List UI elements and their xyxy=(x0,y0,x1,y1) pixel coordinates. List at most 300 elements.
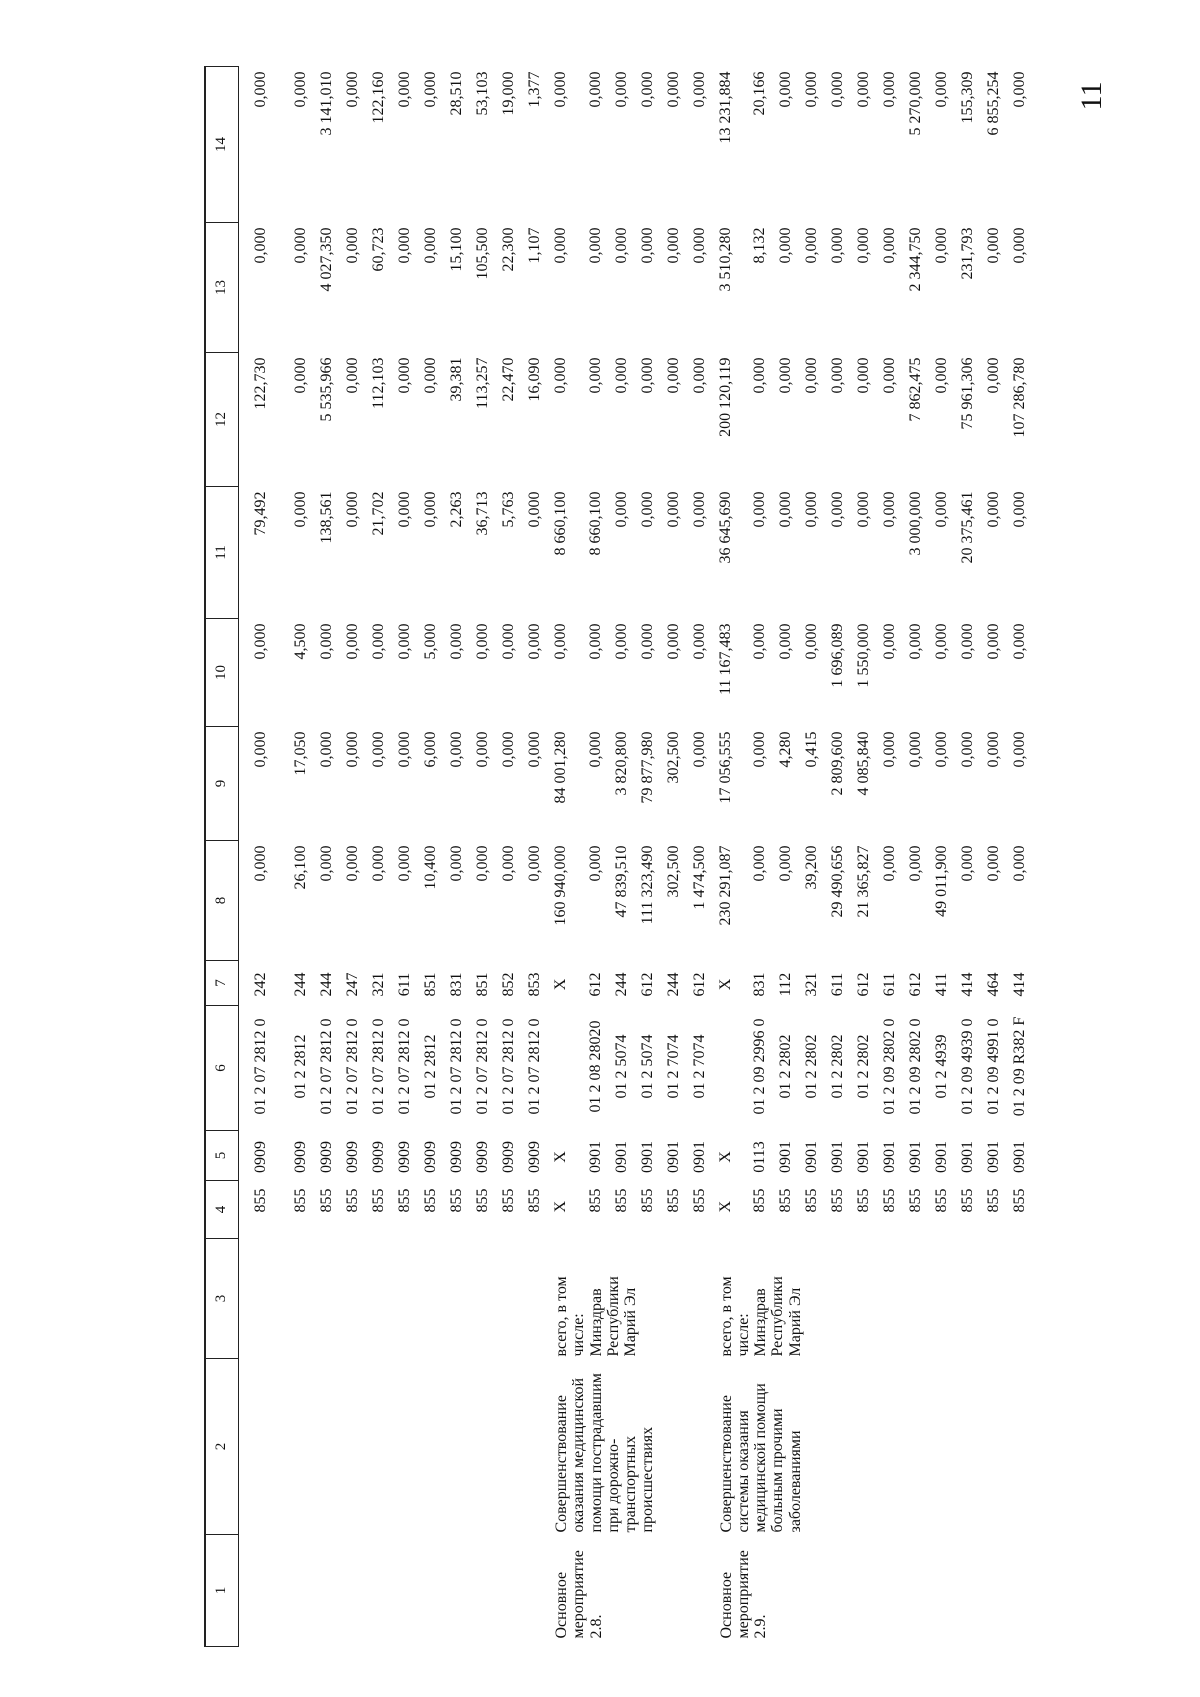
cell-col-10: 5,000 xyxy=(422,623,439,660)
cell-col-12: 0,000 xyxy=(751,357,769,394)
cell-col-10: 0,000 xyxy=(881,623,899,660)
cell-col-6: 01 2 7074 xyxy=(690,1034,708,1099)
cell-col-9: 0,000 xyxy=(526,731,543,768)
cell-col-5: 0901 xyxy=(586,1141,604,1173)
cell-col-6: 01 2 08 28020 xyxy=(586,1020,604,1113)
cell-col-5: 0901 xyxy=(803,1141,821,1173)
cell-col-14: 0,000 xyxy=(252,71,269,108)
cell-col-10: 0,000 xyxy=(252,623,269,660)
measure-title xyxy=(718,1535,1039,1647)
cell-col-9: 4,280 xyxy=(777,731,795,768)
cell-col-10: 0,000 xyxy=(344,623,361,660)
cell-col-9: 0,000 xyxy=(985,731,1003,768)
text-line: происшествиях xyxy=(639,1426,657,1533)
cell-col-9: 0,000 xyxy=(500,731,517,768)
cell-col-5: 0901 xyxy=(907,1141,925,1173)
cell-col-2 xyxy=(293,1359,319,1535)
cell-col-14: 0,000 xyxy=(690,71,708,108)
cell-col-11: 8 660,100 xyxy=(586,491,604,556)
cell-col-12: 0,000 xyxy=(690,357,708,394)
cell-col-8: 0,000 xyxy=(344,845,361,882)
cell-col-5: 0909 xyxy=(526,1141,543,1173)
table-row xyxy=(718,67,753,1647)
cell-col-7: 612 xyxy=(586,972,604,997)
cell-col-11: 20 375,461 xyxy=(959,491,977,564)
cell-col-3 xyxy=(345,1239,371,1359)
cell-col-9: 0,000 xyxy=(252,731,269,768)
cell-col-6: 01 2 09 2802 0 xyxy=(907,1018,925,1115)
table-row xyxy=(423,67,449,1647)
cell-col-6: 01 2 09 4991 0 xyxy=(985,1018,1003,1115)
cell-col-2 xyxy=(319,1359,345,1535)
cell-col-10: 11 167,483 xyxy=(716,623,734,695)
cell-col-6: 01 2 07 2812 0 xyxy=(396,1018,413,1115)
cell-col-13: 0,000 xyxy=(803,227,821,264)
cell-col-9: 302,500 xyxy=(664,731,682,784)
column-number-10: 10 xyxy=(205,619,239,727)
cell-col-11: 0,000 xyxy=(933,491,951,528)
cell-col-6: 01 2 09 R382 F xyxy=(1011,1016,1029,1117)
measure-title xyxy=(553,1535,718,1647)
cell-col-11: 0,000 xyxy=(985,491,1003,528)
cell-col-14: 0,000 xyxy=(292,71,309,108)
cell-col-5: 0901 xyxy=(933,1141,951,1173)
cell-col-13: 8,132 xyxy=(751,227,769,264)
cell-col-9: 84 001,280 xyxy=(552,731,569,804)
text-line: Марий Эл xyxy=(622,1287,640,1357)
text-line: Совершенствование xyxy=(717,1395,735,1533)
cell-col-3 xyxy=(397,1239,423,1359)
cell-col-10: 0,000 xyxy=(474,623,491,660)
cell-col-5: 0909 xyxy=(500,1141,517,1173)
cell-col-2 xyxy=(371,1359,397,1535)
cell-col-11: 0,000 xyxy=(396,491,413,528)
cell-col-5: 0901 xyxy=(881,1141,899,1173)
text-line: числе: xyxy=(734,1313,752,1357)
column-number-1: 1 xyxy=(205,1535,239,1647)
cell-col-12: 0,000 xyxy=(612,357,630,394)
cell-col-7: 244 xyxy=(318,972,335,997)
cell-col-6: 01 2 5074 xyxy=(638,1034,656,1099)
cell-col-3 xyxy=(527,1239,553,1359)
cell-col-13: 0,000 xyxy=(292,227,309,264)
cell-col-13: 0,000 xyxy=(855,227,873,264)
column-number-8: 8 xyxy=(205,841,239,961)
text-line: мероприятие 2.9. xyxy=(734,1550,770,1639)
cell-col-12: 122,730 xyxy=(252,357,269,410)
cell-col-11: 0,000 xyxy=(803,491,821,528)
cell-col-13: 0,000 xyxy=(586,227,604,264)
cell-col-9: 0,000 xyxy=(881,731,899,768)
cell-col-6: 01 2 2802 xyxy=(855,1034,873,1099)
table-row xyxy=(293,67,319,1647)
table-row xyxy=(397,67,423,1647)
cell-col-1 xyxy=(371,1535,397,1647)
cell-col-7: 831 xyxy=(448,972,465,997)
budget-table xyxy=(204,66,1038,1647)
cell-col-11: 79,492 xyxy=(252,491,269,536)
cell-col-1 xyxy=(449,1535,475,1647)
cell-col-12: 200 120,119 xyxy=(716,357,734,437)
cell-col-7: 611 xyxy=(881,972,899,997)
cell-col-7: Х xyxy=(552,978,569,991)
cell-col-8: 47 839,510 xyxy=(612,845,630,918)
cell-col-1 xyxy=(397,1535,423,1647)
cell-col-14: 1,377 xyxy=(526,71,543,108)
cell-col-8: 302,500 xyxy=(664,845,682,898)
table-row xyxy=(345,67,371,1647)
cell-col-13: 0,000 xyxy=(933,227,951,264)
cell-col-6 xyxy=(553,1006,588,1131)
cell-col-8: 0,000 xyxy=(586,845,604,882)
cell-col-5: 0901 xyxy=(638,1141,656,1173)
cell-col-11: 0,000 xyxy=(612,491,630,528)
cell-col-7: 851 xyxy=(474,972,491,997)
text-line: мероприятие 2.8. xyxy=(570,1550,605,1639)
cell-col-1 xyxy=(527,1535,553,1647)
cell-col-14: 0,000 xyxy=(1011,71,1029,108)
cell-col-2 xyxy=(527,1359,553,1535)
cell-col-10: 0,000 xyxy=(907,623,925,660)
measure-description xyxy=(553,1359,718,1535)
cell-col-13: 60,723 xyxy=(370,227,387,272)
cell-col-9: 0,000 xyxy=(344,731,361,768)
cell-col-5: 0909 xyxy=(318,1141,335,1173)
text-line: системы оказания xyxy=(734,1410,752,1533)
cell-col-8: 0,000 xyxy=(370,845,387,882)
cell-col-6: 01 2 07 2812 0 xyxy=(370,1018,387,1115)
cell-col-11: 0,000 xyxy=(638,491,656,528)
cell-col-4: 855 xyxy=(664,1188,682,1213)
cell-col-4: 855 xyxy=(751,1188,769,1213)
cell-col-5: Х xyxy=(716,1151,734,1163)
cell-col-7: 244 xyxy=(664,972,682,997)
cell-col-9: 0,000 xyxy=(586,731,604,768)
cell-col-4: 855 xyxy=(803,1188,821,1213)
cell-col-11: 8 660,100 xyxy=(552,491,569,556)
cell-col-10: 0,000 xyxy=(1011,623,1029,660)
cell-col-10: 4,500 xyxy=(292,623,309,660)
cell-col-14: 0,000 xyxy=(396,71,413,108)
cell-col-8: 0,000 xyxy=(252,845,269,882)
cell-col-11: 36,713 xyxy=(474,491,491,536)
text-line: числе: xyxy=(570,1313,588,1357)
cell-col-4: 855 xyxy=(1011,1188,1029,1213)
cell-col-11: 0,000 xyxy=(751,491,769,528)
cell-col-13: 105,500 xyxy=(474,227,491,280)
cell-col-12: 0,000 xyxy=(933,357,951,394)
cell-col-10: 0,000 xyxy=(370,623,387,660)
cell-col-3 xyxy=(423,1239,449,1359)
cell-col-5: 0901 xyxy=(959,1141,977,1173)
cell-col-10: 0,000 xyxy=(552,623,569,660)
cell-col-5: 0909 xyxy=(344,1141,361,1173)
cell-col-5: 0909 xyxy=(422,1141,439,1173)
cell-col-3 xyxy=(501,1239,527,1359)
cell-col-6: 01 2 09 4939 0 xyxy=(959,1018,977,1115)
text-line: Совершенствование xyxy=(553,1395,570,1533)
cell-col-8: 0,000 xyxy=(751,845,769,882)
rotated-table-sheet xyxy=(204,67,1084,1647)
cell-col-5: 0909 xyxy=(396,1141,413,1173)
cell-col-14: 0,000 xyxy=(638,71,656,108)
cell-col-1 xyxy=(423,1535,449,1647)
cell-col-12: 0,000 xyxy=(422,357,439,394)
cell-col-14: 0,000 xyxy=(933,71,951,108)
column-number-4: 4 xyxy=(205,1181,239,1239)
cell-col-14: 0,000 xyxy=(552,71,569,108)
column-number-7: 7 xyxy=(205,961,239,1006)
cell-col-13: 0,000 xyxy=(552,227,569,264)
cell-col-11: 0,000 xyxy=(344,491,361,528)
cell-col-14: 5 270,000 xyxy=(907,71,925,136)
cell-col-5: 0901 xyxy=(612,1141,630,1173)
cell-col-6: 01 2 07 2812 0 xyxy=(500,1018,517,1115)
cell-col-7: 244 xyxy=(292,972,309,997)
cell-col-4: Х xyxy=(716,1200,734,1213)
table-row xyxy=(527,67,553,1647)
cell-col-6: 01 2 4939 xyxy=(933,1034,951,1099)
cell-col-14: 3 141,010 xyxy=(318,71,335,136)
cell-col-13: 15,100 xyxy=(448,227,465,272)
text-line: помощи пострадавшим xyxy=(587,1373,605,1533)
cell-col-13: 0,000 xyxy=(829,227,847,264)
cell-col-9: 0,000 xyxy=(318,731,335,768)
cell-col-2 xyxy=(345,1359,371,1535)
cell-col-6: 01 2 5074 xyxy=(612,1034,630,1099)
cell-col-6: 01 2 07 2812 0 xyxy=(526,1018,543,1115)
text-line: всего, в том xyxy=(553,1276,570,1357)
cell-col-6: 01 2 2802 xyxy=(777,1034,795,1099)
cell-col-13: 0,000 xyxy=(985,227,1003,264)
cell-col-8: 0,000 xyxy=(500,845,517,882)
cell-col-12: 0,000 xyxy=(803,357,821,394)
cell-col-14: 6 855,254 xyxy=(985,71,1003,136)
cell-col-8: 0,000 xyxy=(985,845,1003,882)
cell-col-12: 0,000 xyxy=(344,357,361,394)
cell-col-5: 0909 xyxy=(370,1141,387,1173)
cell-col-4: 855 xyxy=(422,1188,439,1213)
cell-col-11: 0,000 xyxy=(855,491,873,528)
cell-col-6: 01 2 7074 xyxy=(664,1034,682,1099)
table-row xyxy=(501,67,527,1647)
cell-col-9: 0,000 xyxy=(474,731,491,768)
cell-col-12: 0,000 xyxy=(881,357,899,394)
cell-col-9: 0,000 xyxy=(690,731,708,768)
cell-col-11: 36 645,690 xyxy=(716,491,734,564)
cell-col-12: 22,470 xyxy=(500,357,517,402)
cell-col-3 xyxy=(293,1239,319,1359)
cell-col-11: 0,000 xyxy=(1011,491,1029,528)
cell-col-6: 01 2 2802 xyxy=(829,1034,847,1099)
cell-col-11: 21,702 xyxy=(370,491,387,536)
column-number-14: 14 xyxy=(205,67,239,223)
cell-col-12: 0,000 xyxy=(638,357,656,394)
cell-col-7: 851 xyxy=(422,972,439,997)
cell-col-8: 10,400 xyxy=(422,845,439,890)
cell-col-7: 852 xyxy=(500,972,517,997)
cell-col-8: 0,000 xyxy=(526,845,543,882)
cell-col-14: 0,000 xyxy=(803,71,821,108)
cell-col-2 xyxy=(501,1359,527,1535)
cell-col-11: 0,000 xyxy=(690,491,708,528)
column-number-3: 3 xyxy=(205,1239,239,1359)
text-line: при дорожно- xyxy=(604,1438,622,1533)
cell-col-8: 21 365,827 xyxy=(855,845,873,918)
table-row xyxy=(239,67,294,1647)
cell-col-7: 414 xyxy=(1011,972,1029,997)
cell-col-6: 01 2 07 2812 0 xyxy=(344,1018,361,1115)
cell-col-5: 0901 xyxy=(664,1141,682,1173)
cell-col-12: 0,000 xyxy=(586,357,604,394)
cell-col-2 xyxy=(449,1359,475,1535)
cell-col-8: 0,000 xyxy=(474,845,491,882)
cell-col-3 xyxy=(449,1239,475,1359)
cell-col-9: 3 820,800 xyxy=(612,731,630,796)
cell-col-14: 0,000 xyxy=(829,71,847,108)
cell-col-8: 1 474,500 xyxy=(690,845,708,910)
cell-col-4: 855 xyxy=(318,1188,335,1213)
cell-col-9: 0,000 xyxy=(448,731,465,768)
cell-col-8: 160 940,000 xyxy=(552,845,569,926)
column-number-11: 11 xyxy=(205,487,239,619)
cell-col-3 xyxy=(475,1239,501,1359)
cell-col-13: 4 027,350 xyxy=(318,227,335,292)
cell-col-10: 0,000 xyxy=(933,623,951,660)
cell-col-4: Х xyxy=(552,1200,569,1213)
cell-col-6: 01 2 2812 xyxy=(422,1034,439,1099)
cell-col-10: 0,000 xyxy=(526,623,543,660)
table-row xyxy=(319,67,345,1647)
cell-col-9: 0,000 xyxy=(907,731,925,768)
cell-col-4: 855 xyxy=(252,1188,269,1213)
cell-col-8: 0,000 xyxy=(959,845,977,882)
cell-col-1 xyxy=(239,1535,294,1647)
cell-col-7: 611 xyxy=(396,972,413,997)
cell-col-13: 0,000 xyxy=(1011,227,1029,264)
cell-col-7: Х xyxy=(716,978,734,991)
cell-col-12: 0,000 xyxy=(855,357,873,394)
cell-col-14: 0,000 xyxy=(344,71,361,108)
cell-col-7: 612 xyxy=(690,972,708,997)
cell-col-10: 0,000 xyxy=(396,623,413,660)
cell-col-14: 0,000 xyxy=(422,71,439,108)
cell-col-2 xyxy=(239,1359,294,1535)
cell-col-10: 0,000 xyxy=(959,623,977,660)
cell-col-7: 242 xyxy=(252,972,269,997)
cell-col-4: 855 xyxy=(344,1188,361,1213)
cell-col-12: 16,090 xyxy=(526,357,543,402)
column-number-row xyxy=(205,67,239,1647)
text-line: Республики xyxy=(769,1276,787,1357)
cell-col-3 xyxy=(319,1239,345,1359)
cell-col-11: 0,000 xyxy=(422,491,439,528)
text-line: Марий Эл xyxy=(786,1287,804,1357)
cell-col-11: 2,263 xyxy=(448,491,465,528)
cell-col-7: 612 xyxy=(907,972,925,997)
cell-col-14: 19,000 xyxy=(500,71,517,116)
text-line: Основное xyxy=(553,1571,570,1639)
cell-col-4: 855 xyxy=(690,1188,708,1213)
text-line: больным прочими xyxy=(769,1408,787,1533)
executor-name xyxy=(588,1239,718,1359)
cell-col-12: 75 961,306 xyxy=(959,357,977,430)
cell-col-4: 855 xyxy=(829,1188,847,1213)
cell-col-9: 2 809,600 xyxy=(829,731,847,796)
cell-col-4: 855 xyxy=(500,1188,517,1213)
cell-col-6: 01 2 07 2812 0 xyxy=(318,1018,335,1115)
column-number-13: 13 xyxy=(205,223,239,353)
cell-col-9: 79 877,980 xyxy=(638,731,656,804)
cell-col-4: 855 xyxy=(396,1188,413,1213)
cell-col-8: 0,000 xyxy=(396,845,413,882)
cell-col-7: 247 xyxy=(344,972,361,997)
text-line: всего, в том xyxy=(717,1276,735,1357)
measure-description xyxy=(718,1359,1039,1535)
cell-col-2 xyxy=(475,1359,501,1535)
cell-col-14: 20,166 xyxy=(751,71,769,116)
cell-col-4: 855 xyxy=(612,1188,630,1213)
cell-col-9: 0,000 xyxy=(751,731,769,768)
text-line: оказания медицинской xyxy=(570,1377,588,1533)
cell-col-4: 855 xyxy=(959,1188,977,1213)
cell-col-14: 0,000 xyxy=(777,71,795,108)
column-number-2: 2 xyxy=(205,1359,239,1535)
cell-col-9: 6,000 xyxy=(422,731,439,768)
cell-col-12: 0,000 xyxy=(552,357,569,394)
cell-col-1 xyxy=(501,1535,527,1647)
table-row xyxy=(553,67,588,1647)
cell-col-4: 855 xyxy=(474,1188,491,1213)
cell-col-2 xyxy=(397,1359,423,1535)
cell-col-4: 855 xyxy=(855,1188,873,1213)
cell-col-4: 855 xyxy=(370,1188,387,1213)
cell-col-13: 0,000 xyxy=(252,227,269,264)
cell-col-7: 321 xyxy=(370,972,387,997)
cell-col-10: 0,000 xyxy=(318,623,335,660)
cell-col-13: 0,000 xyxy=(690,227,708,264)
cell-col-4: 855 xyxy=(526,1188,543,1213)
cell-col-10: 0,000 xyxy=(803,623,821,660)
cell-col-10: 0,000 xyxy=(777,623,795,660)
cell-col-14: 0,000 xyxy=(586,71,604,108)
cell-col-10: 0,000 xyxy=(586,623,604,660)
cell-col-12: 0,000 xyxy=(777,357,795,394)
cell-col-6: 01 2 2812 xyxy=(292,1034,309,1099)
table-row xyxy=(371,67,397,1647)
cell-col-6: 01 2 09 2996 0 xyxy=(751,1018,769,1115)
cell-col-12: 107 286,780 xyxy=(1011,357,1029,438)
cell-col-4: 855 xyxy=(777,1188,795,1213)
cell-col-13: 0,000 xyxy=(344,227,361,264)
cell-col-8: 0,000 xyxy=(448,845,465,882)
cell-col-12: 7 862,475 xyxy=(907,357,925,422)
cell-col-10: 0,000 xyxy=(448,623,465,660)
cell-col-8: 0,000 xyxy=(318,845,335,882)
cell-col-9: 17 056,555 xyxy=(716,731,734,804)
cell-col-13: 0,000 xyxy=(422,227,439,264)
cell-col-9: 0,000 xyxy=(370,731,387,768)
text-line: медицинской помощи xyxy=(752,1383,770,1533)
cell-col-4: 855 xyxy=(907,1188,925,1213)
column-number-5: 5 xyxy=(205,1131,239,1181)
cell-col-14: 0,000 xyxy=(664,71,682,108)
cell-col-5: 0901 xyxy=(985,1141,1003,1173)
cell-col-14: 53,103 xyxy=(474,71,491,116)
cell-col-14: 28,510 xyxy=(448,71,465,116)
column-number-12: 12 xyxy=(205,353,239,487)
cell-col-7: 112 xyxy=(777,972,795,997)
